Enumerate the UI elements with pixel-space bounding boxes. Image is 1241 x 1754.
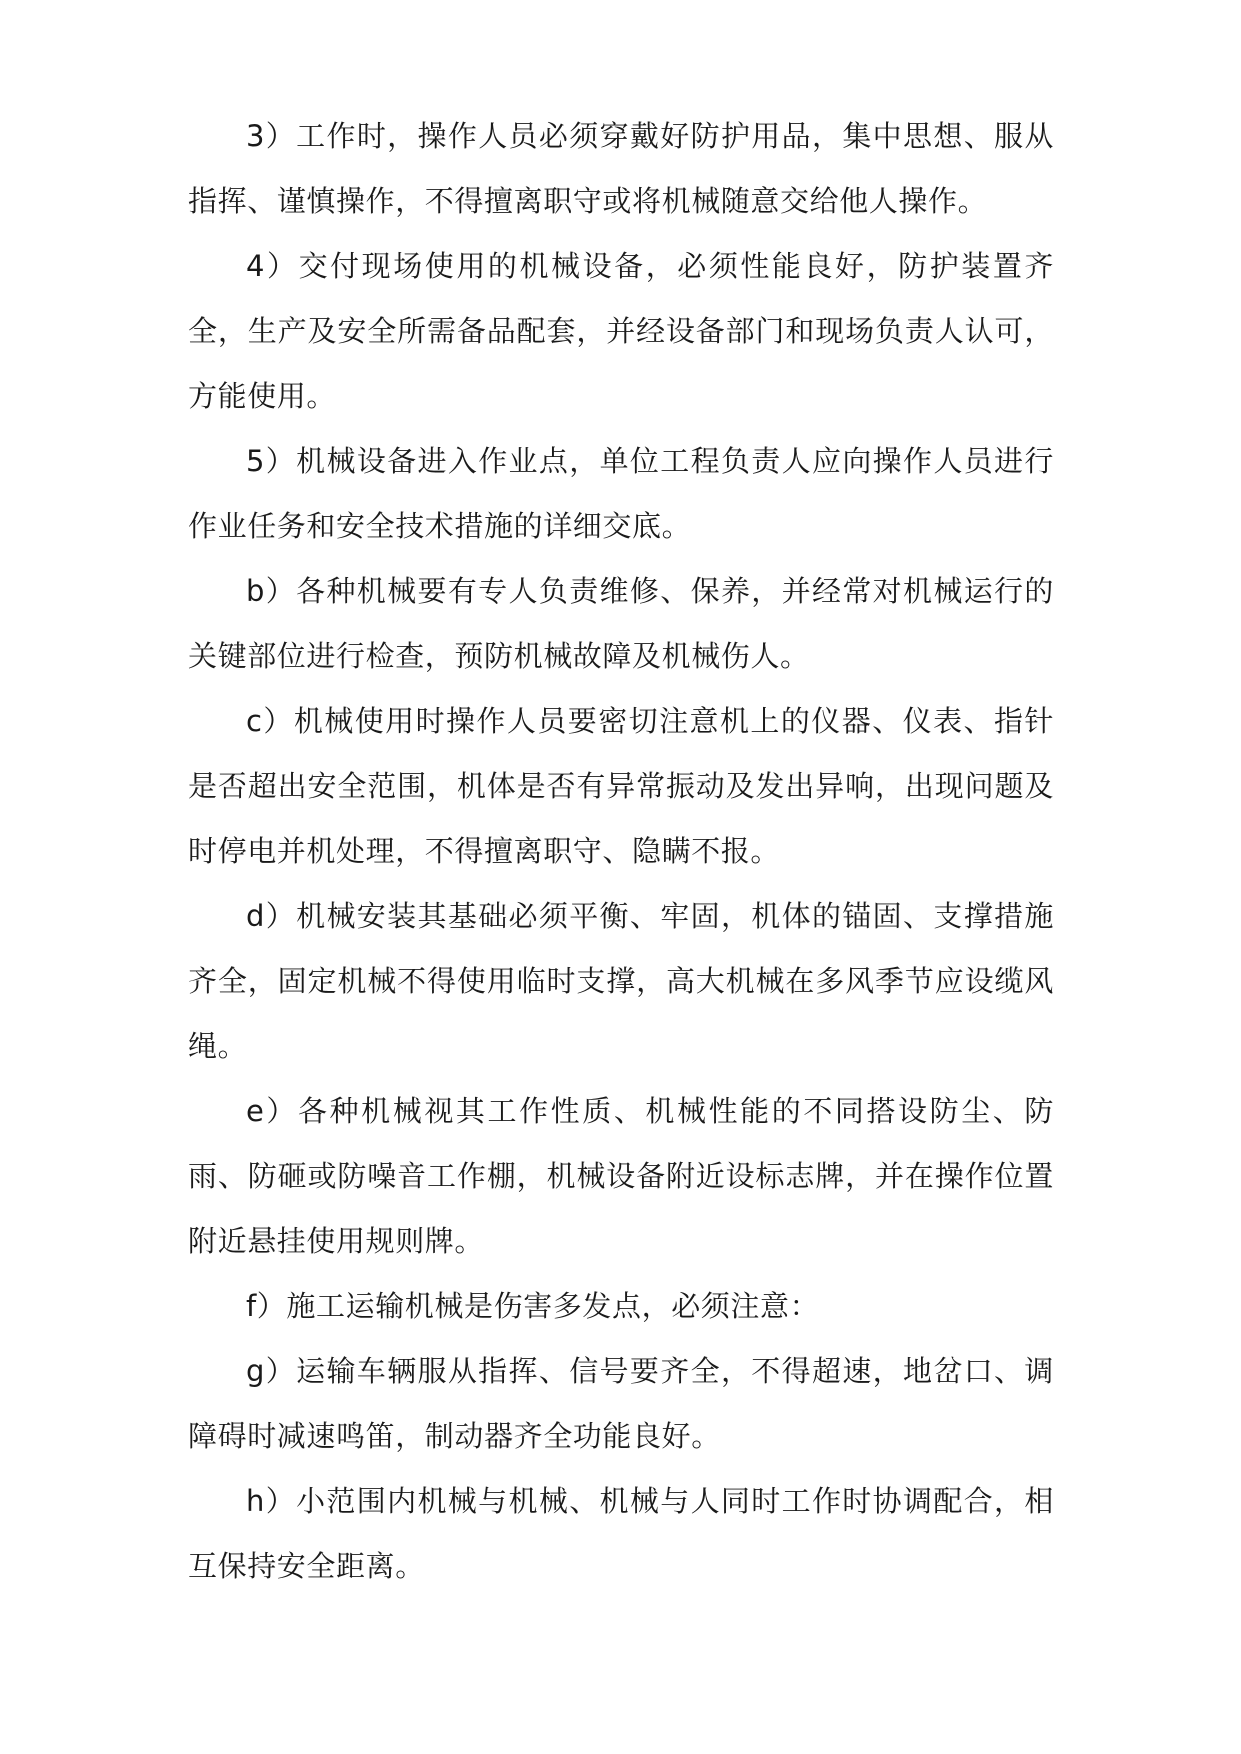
paragraph-item-h: h）小范围内机械与机械、机械与人同时工作时协调配合，相互保持安全距离。: [188, 1484, 1054, 1583]
paragraph-item-5: 5）机械设备进入作业点，单位工程负责人应向操作人员进行作业任务和安全技术措施的详细交底。: [188, 444, 1054, 543]
paragraph-item-g: g）运输车辆服从指挥、信号要齐全，不得超速，地岔口、调障碍时减速鸣笛，制动器齐全功能良好。: [188, 1354, 1054, 1453]
paragraph-item-c: c）机械使用时操作人员要密切注意机上的仪器、仪表、指针是否超出安全范围，机体是否有异常振动及发出异响，出现问题及时停电并机处理，不得擅离职守、隐瞒不报。: [188, 704, 1054, 868]
paragraph-item-b: b）各种机械要有专人负责维修、保养，并经常对机械运行的关键部位进行检查，预防机械故障及机械伤人。: [188, 574, 1054, 673]
paragraph-item-4: 4）交付现场使用的机械设备，必须性能良好，防护装置齐全，生产及安全所需备品配套，并经设备部门和现场负责人认可，方能使用。: [188, 249, 1054, 413]
document-body: [188, 104, 1054, 1599]
paragraph-item-e: e）各种机械视其工作性质、机械性能的不同搭设防尘、防雨、防砸或防噪音工作棚，机械设备附近设标志牌，并在操作位置附近悬挂使用规则牌。: [188, 1094, 1054, 1258]
paragraph-item-f: f）施工运输机械是伤害多发点，必须注意：: [246, 1289, 820, 1323]
paragraph-item-3: 3）工作时，操作人员必须穿戴好防护用品，集中思想、服从指挥、谨慎操作，不得擅离职守或将机械随意交给他人操作。: [188, 119, 1054, 218]
paragraph-item-d: d）机械安装其基础必须平衡、牢固，机体的锚固、支撑措施齐全，固定机械不得使用临时支撑，高大机械在多风季节应设缆风绳。: [188, 899, 1054, 1063]
